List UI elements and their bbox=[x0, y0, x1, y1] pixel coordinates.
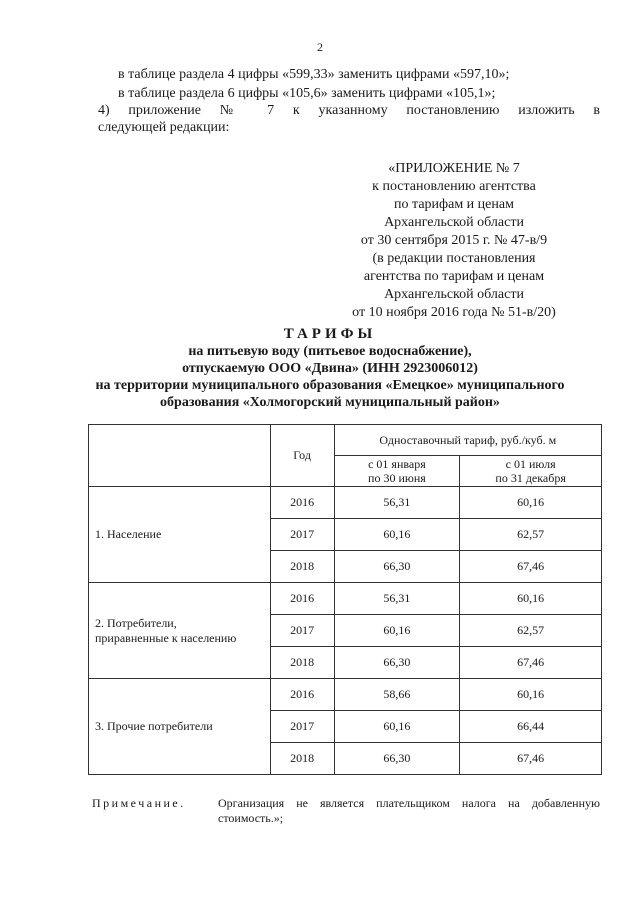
year-cell: 2018 bbox=[270, 743, 334, 775]
year-cell: 2018 bbox=[270, 551, 334, 583]
tariff-cell: 60,16 bbox=[334, 615, 460, 647]
tariff-cell: 66,44 bbox=[460, 711, 602, 743]
table-row bbox=[89, 583, 602, 615]
title-line-4: образования «Холмогорский муниципальный район» bbox=[160, 395, 500, 410]
year-cell: 2017 bbox=[270, 519, 334, 551]
appendix-line: от 10 ноября 2016 года № 51-в/20) bbox=[352, 305, 556, 320]
appendix-block bbox=[330, 160, 578, 322]
tariff-cell: 56,31 bbox=[334, 583, 460, 615]
tariff-cell: 66,30 bbox=[334, 743, 460, 775]
note-label: Примечание. bbox=[92, 796, 186, 810]
tariff-cell: 62,57 bbox=[460, 615, 602, 647]
header-period-1: с 01 января по 30 июня bbox=[334, 456, 460, 487]
tariff-cell: 58,66 bbox=[334, 679, 460, 711]
category-cell: 3. Прочие потребители bbox=[89, 679, 271, 775]
tariff-cell: 62,57 bbox=[460, 519, 602, 551]
tariff-cell: 67,46 bbox=[460, 647, 602, 679]
header-tariff: Одноставочный тариф, руб./куб. м bbox=[334, 425, 601, 456]
tariff-table bbox=[88, 424, 602, 775]
title-line-3: на территории муниципального образования «Емецкое» муниципального bbox=[95, 378, 565, 393]
category-cell: 2. Потребители, приравненные к населению bbox=[89, 583, 271, 679]
page-number: 2 bbox=[317, 40, 323, 54]
appendix-line: по тарифам и ценам bbox=[394, 197, 514, 212]
year-cell: 2018 bbox=[270, 647, 334, 679]
appendix-line: Архангельской области bbox=[384, 215, 524, 230]
year-cell: 2016 bbox=[270, 487, 334, 519]
appendix-line: Архангельской области bbox=[384, 287, 524, 302]
tariff-cell: 66,30 bbox=[334, 647, 460, 679]
tariff-cell: 60,16 bbox=[460, 487, 602, 519]
year-cell: 2016 bbox=[270, 583, 334, 615]
header-period-2: с 01 июля по 31 декабря bbox=[460, 456, 602, 487]
appendix-line: (в редакции постановления bbox=[372, 251, 536, 266]
year-cell: 2016 bbox=[270, 679, 334, 711]
title-line-2: отпускаемую ООО «Двина» (ИНН 2923006012) bbox=[182, 361, 478, 376]
table-row bbox=[89, 487, 602, 519]
tariff-cell: 66,30 bbox=[334, 551, 460, 583]
table-row bbox=[89, 679, 602, 711]
header-year: Год bbox=[270, 425, 334, 487]
appendix-line: агентства по тарифам и ценам bbox=[363, 269, 545, 284]
intro-line-3: 4) приложение № 7 к указанному постановлению изложить в bbox=[98, 103, 600, 118]
year-cell: 2017 bbox=[270, 615, 334, 647]
tariff-cell: 60,16 bbox=[460, 583, 602, 615]
tariff-cell: 60,16 bbox=[334, 711, 460, 743]
appendix-line: к постановлению агентства bbox=[372, 179, 536, 194]
year-cell: 2017 bbox=[270, 711, 334, 743]
tariff-cell: 67,46 bbox=[460, 743, 602, 775]
tariff-cell: 67,46 bbox=[460, 551, 602, 583]
tariff-cell: 60,16 bbox=[460, 679, 602, 711]
tariff-cell: 60,16 bbox=[334, 519, 460, 551]
title-heading: ТАРИФЫ bbox=[283, 326, 377, 342]
category-cell: 1. Население bbox=[89, 487, 271, 583]
document-title bbox=[80, 326, 580, 411]
intro-line-4: следующей редакции: bbox=[98, 120, 230, 135]
tariff-cell: 56,31 bbox=[334, 487, 460, 519]
appendix-line: «ПРИЛОЖЕНИЕ № 7 bbox=[388, 161, 520, 176]
intro-line-1: в таблице раздела 4 цифры «599,33» заменить цифрами «597,10»; bbox=[118, 67, 510, 82]
title-line-1: на питьевую воду (питьевое водоснабжение), bbox=[188, 344, 472, 359]
intro-line-2: в таблице раздела 6 цифры «105,6» заменить цифрами «105,1»; bbox=[118, 86, 496, 101]
appendix-line: от 30 сентября 2015 г. № 47-в/9 bbox=[360, 233, 548, 248]
header-empty-cell bbox=[89, 425, 271, 487]
note-text: Организация не является плательщиком налога на добавленную стоимость.»; bbox=[218, 796, 600, 825]
